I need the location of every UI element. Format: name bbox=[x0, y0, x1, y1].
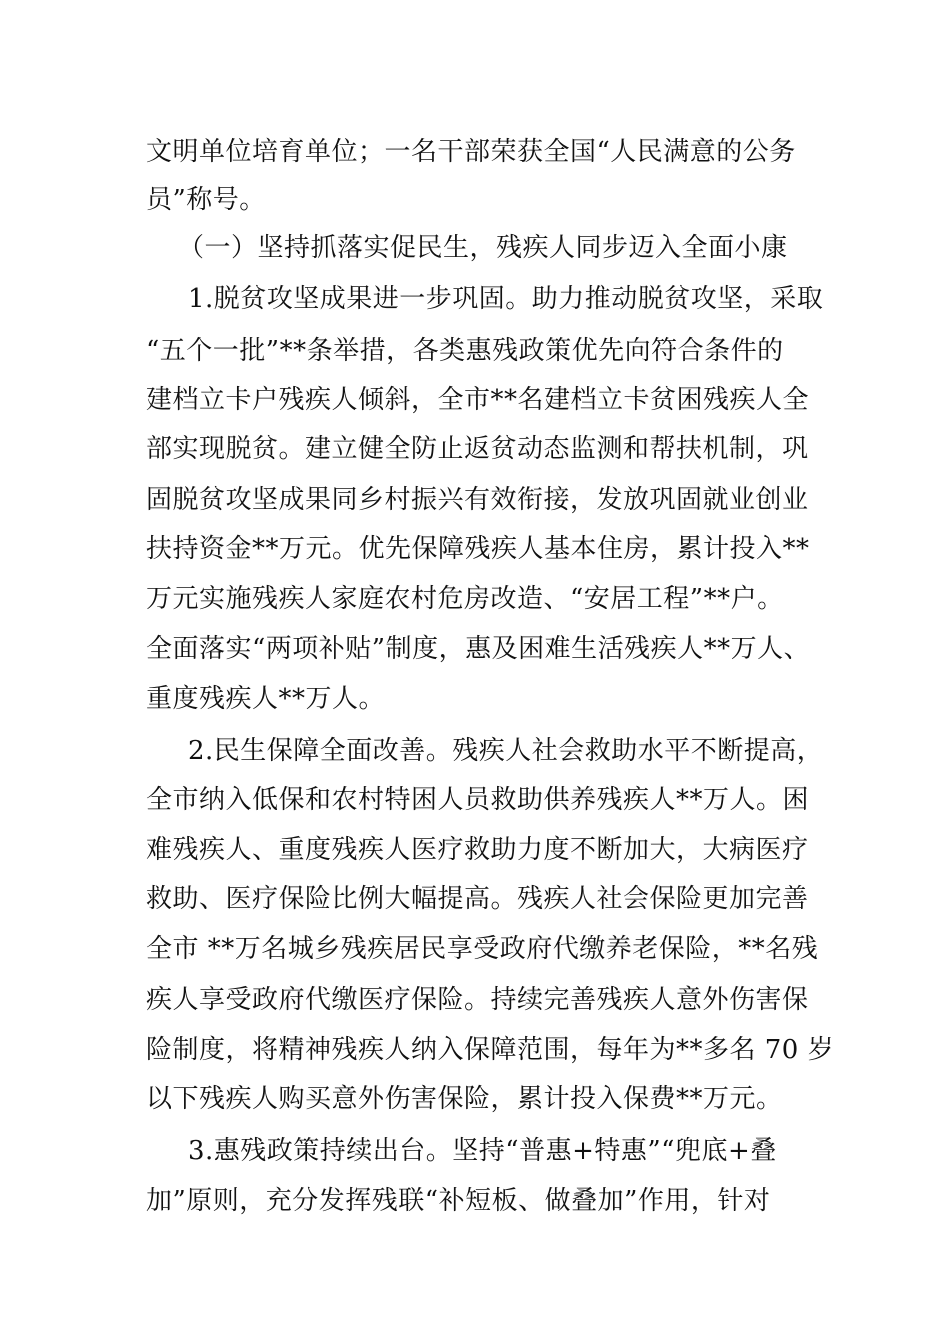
text-line: 文明单位培育单位；一名干部荣获全国“人民满意的公务 bbox=[146, 137, 796, 167]
paragraph-start: 1.脱贫攻坚成果进一步巩固。助力推动脱贫攻坚，采取 bbox=[188, 284, 824, 314]
text-line: 重度残疾人**万人。 bbox=[146, 684, 386, 714]
text-line: 扶持资金**万元。优先保障残疾人基本住房，累计投入** bbox=[146, 534, 810, 564]
text-line: 员”称号。 bbox=[146, 185, 266, 215]
text-line: 以下残疾人购买意外伤害保险，累计投入保费**万元。 bbox=[146, 1084, 783, 1114]
text-line: 救助、医疗保险比例大幅提高。残疾人社会保险更加完善 bbox=[146, 884, 809, 914]
text-line: 部实现脱贫。建立健全防止返贫动态监测和帮扶机制，巩 bbox=[146, 434, 809, 464]
text-line: 难残疾人、重度残疾人医疗救助力度不断加大，大病医疗 bbox=[146, 835, 809, 865]
paragraph-start: 3.惠残政策持续出台。坚持“普惠+特惠”“兜底+叠 bbox=[188, 1136, 777, 1166]
text-line: 加”原则，充分发挥残联“补短板、做叠加”作用，针对 bbox=[146, 1186, 771, 1216]
section-heading: （一）坚持抓落实促民生，残疾人同步迈入全面小康 bbox=[178, 233, 788, 263]
text-line: 全面落实“两项补贴”制度，惠及困难生活残疾人**万人、 bbox=[146, 634, 811, 664]
text-line: 万元实施残疾人家庭农村危房改造、“安居工程”**户。 bbox=[146, 584, 784, 614]
text-line: “五个一批”**条举措，各类惠残政策优先向符合条件的 bbox=[146, 336, 784, 366]
text-line: 固脱贫攻坚成果同乡村振兴有效衔接，发放巩固就业创业 bbox=[146, 485, 809, 515]
text-line: 建档立卡户残疾人倾斜，全市**名建档立卡贫困残疾人全 bbox=[146, 385, 810, 415]
text-line: 全市 **万名城乡残疾居民享受政府代缴养老保险，**名残 bbox=[146, 934, 819, 964]
paragraph-start: 2.民生保障全面改善。残疾人社会救助水平不断提高， bbox=[188, 736, 824, 766]
text-line: 全市纳入低保和农村特困人员救助供养残疾人**万人。困 bbox=[146, 785, 810, 815]
text-line: 疾人享受政府代缴医疗保险。持续完善残疾人意外伤害保 bbox=[146, 985, 809, 1015]
text-line: 险制度，将精神残疾人纳入保障范围，每年为**多名 70 岁 bbox=[146, 1035, 835, 1065]
